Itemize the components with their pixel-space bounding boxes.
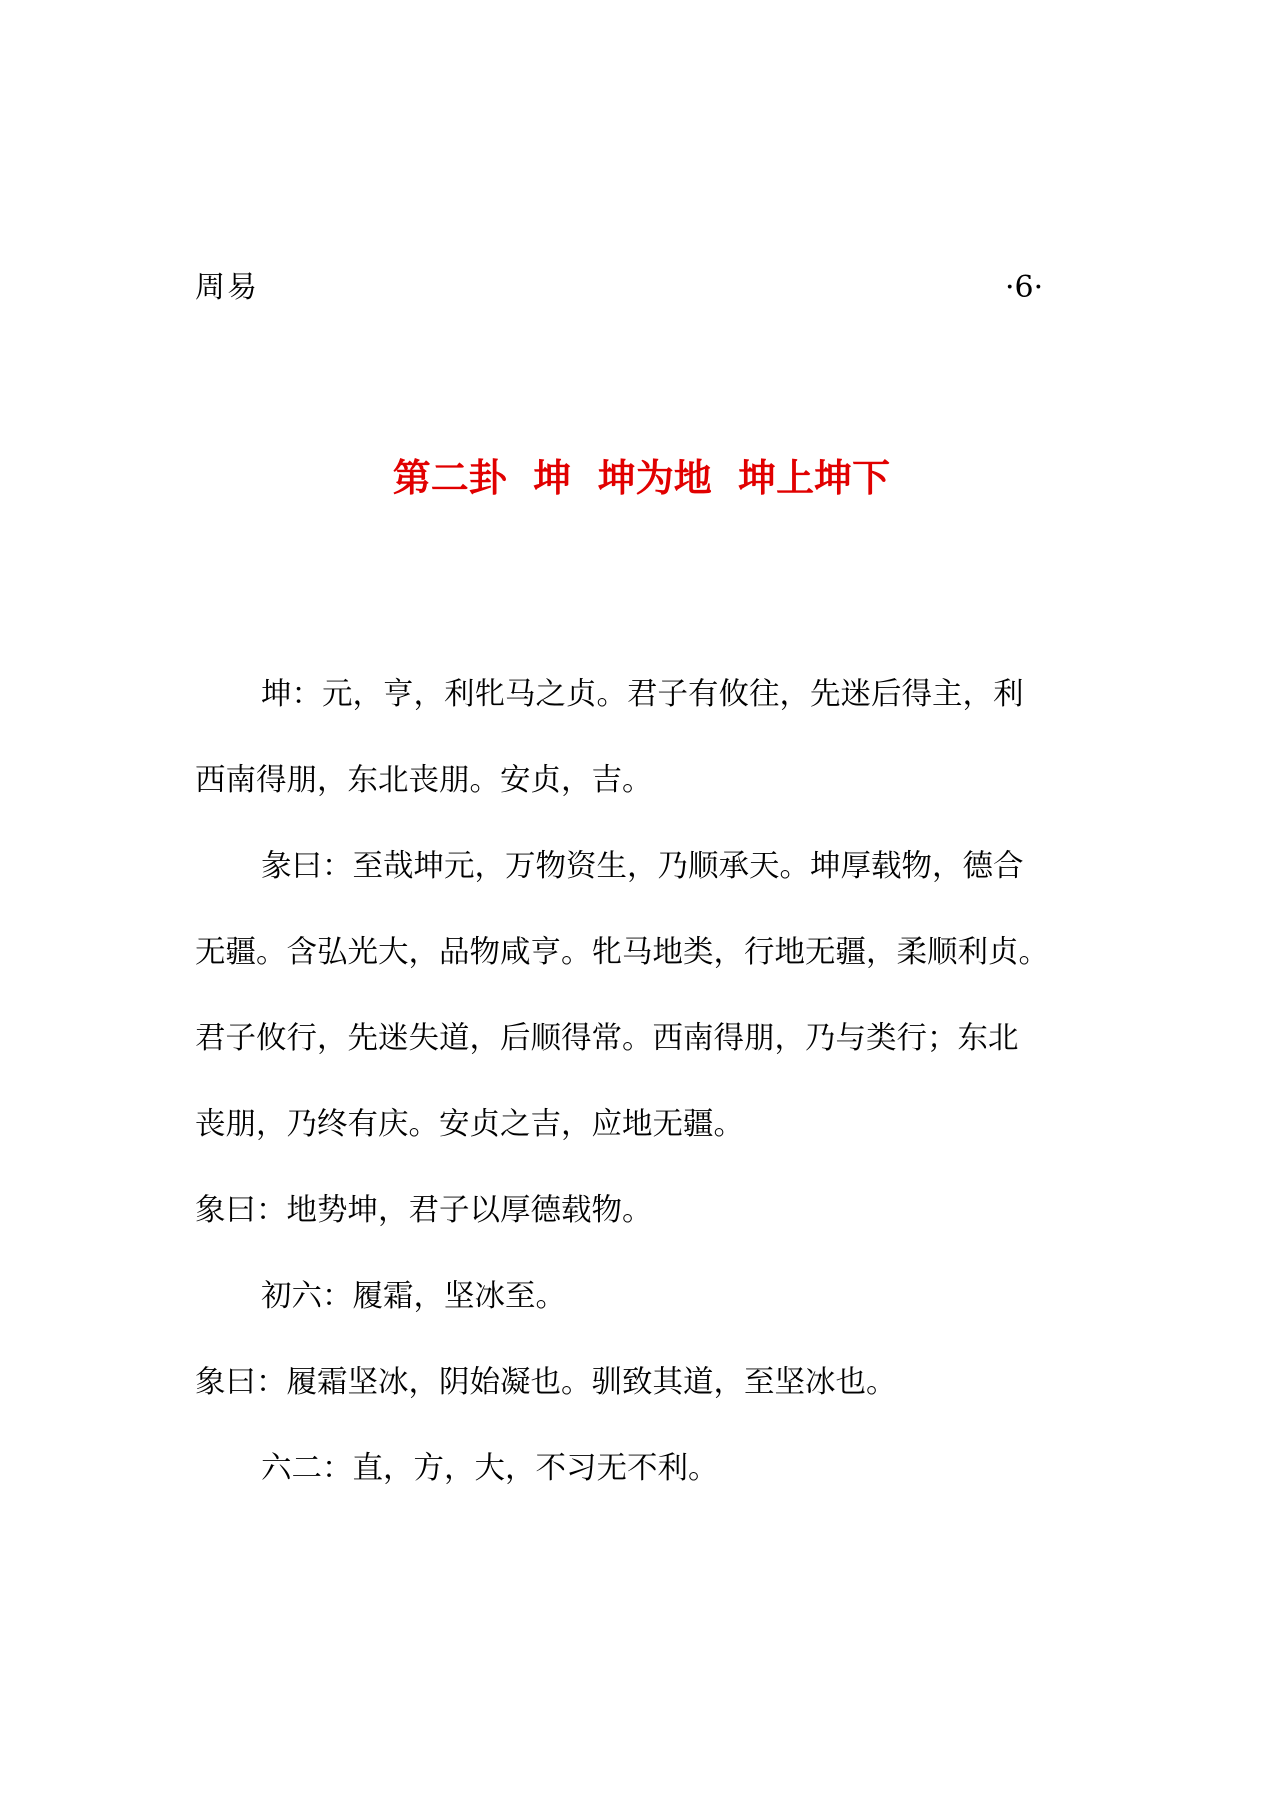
text-line: 彖曰：至哉坤元，万物资生，乃顺承天。坤厚载物，德合 [261, 849, 1024, 884]
paragraph-xiang: 象曰：地势坤，君子以厚德载物。 [195, 1193, 653, 1228]
text-line: 西南得朋，东北丧朋。安贞，吉。 [195, 763, 653, 798]
paragraph-gua-ci [195, 652, 1115, 824]
text-line: 坤：元，亨，利牝马之贞。君子有攸往，先迷后得主，利 [261, 677, 1024, 712]
paragraph-liu-er: 六二：直，方，大，不习无不利。 [261, 1451, 719, 1486]
paragraph-xiang-chu-liu: 象曰：履霜坚冰，阴始凝也。驯致其道，至坚冰也。 [195, 1365, 897, 1400]
paragraph-tuan [195, 824, 1115, 1168]
page-number: ·6· [1005, 270, 1044, 305]
chapter-title: 第二卦 坤 坤为地 坤上坤下 [392, 456, 891, 500]
paragraph-chu-liu: 初六：履霜，坚冰至。 [261, 1279, 566, 1314]
running-header-title: 周易 [195, 270, 259, 305]
main-text [195, 652, 1115, 1512]
text-line: 丧朋，乃终有庆。安贞之吉，应地无疆。 [195, 1107, 744, 1142]
text-line: 君子攸行，先迷失道，后顺得常。西南得朋，乃与类行；东北 [195, 1021, 1019, 1056]
text-line: 无疆。含弘光大，品物咸亨。牝马地类，行地无疆，柔顺利贞。 [195, 935, 1049, 970]
